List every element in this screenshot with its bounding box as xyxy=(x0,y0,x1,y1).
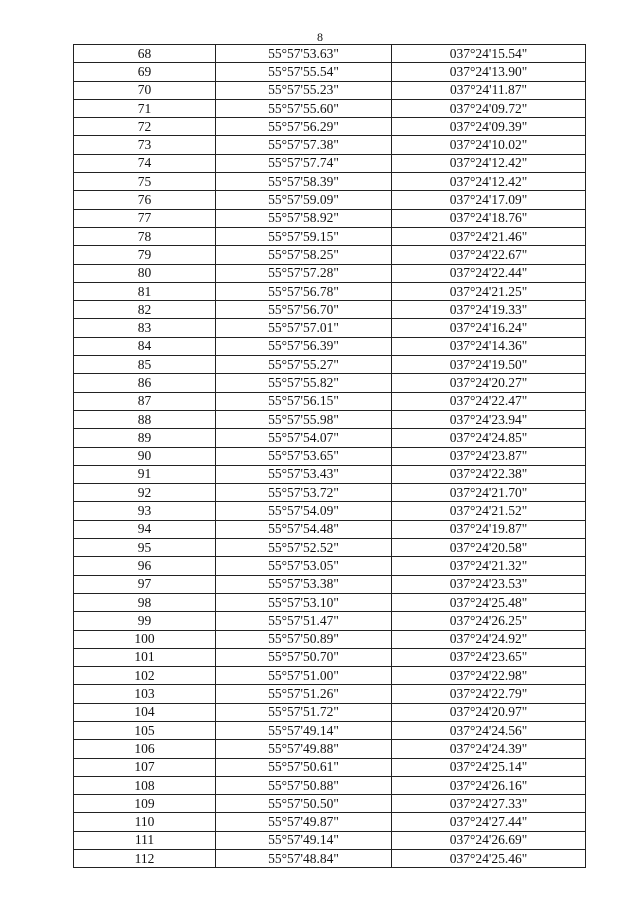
table-row xyxy=(74,465,586,483)
latitude-cell: 55°57'56.29" xyxy=(216,118,392,136)
table-row xyxy=(74,520,586,538)
table-row xyxy=(74,410,586,428)
table-row xyxy=(74,484,586,502)
latitude-cell: 55°57'53.05" xyxy=(216,557,392,575)
longitude-cell: 037°24'20.27" xyxy=(392,374,586,392)
latitude-cell: 55°57'50.61" xyxy=(216,758,392,776)
table-row xyxy=(74,81,586,99)
longitude-cell: 037°24'22.98" xyxy=(392,667,586,685)
latitude-cell: 55°57'51.00" xyxy=(216,667,392,685)
page-number: 8 xyxy=(317,30,323,44)
latitude-cell: 55°57'48.84" xyxy=(216,850,392,868)
longitude-cell: 037°24'27.33" xyxy=(392,795,586,813)
longitude-cell: 037°24'23.94" xyxy=(392,410,586,428)
longitude-cell: 037°24'23.65" xyxy=(392,648,586,666)
latitude-cell: 55°57'55.27" xyxy=(216,356,392,374)
table-row xyxy=(74,45,586,63)
latitude-cell: 55°57'56.39" xyxy=(216,337,392,355)
point-number-cell: 73 xyxy=(74,136,216,154)
latitude-cell: 55°57'53.63" xyxy=(216,45,392,63)
table-row xyxy=(74,447,586,465)
table-row xyxy=(74,209,586,227)
longitude-cell: 037°24'24.85" xyxy=(392,429,586,447)
point-number-cell: 112 xyxy=(74,850,216,868)
longitude-cell: 037°24'22.47" xyxy=(392,392,586,410)
longitude-cell: 037°24'21.70" xyxy=(392,484,586,502)
latitude-cell: 55°57'54.07" xyxy=(216,429,392,447)
table-row xyxy=(74,776,586,794)
point-number-cell: 84 xyxy=(74,337,216,355)
latitude-cell: 55°57'50.50" xyxy=(216,795,392,813)
point-number-cell: 104 xyxy=(74,703,216,721)
longitude-cell: 037°24'22.67" xyxy=(392,246,586,264)
table-row xyxy=(74,374,586,392)
longitude-cell: 037°24'25.14" xyxy=(392,758,586,776)
latitude-cell: 55°57'52.52" xyxy=(216,539,392,557)
point-number-cell: 96 xyxy=(74,557,216,575)
table-row xyxy=(74,703,586,721)
longitude-cell: 037°24'27.44" xyxy=(392,813,586,831)
table-row xyxy=(74,667,586,685)
longitude-cell: 037°24'09.39" xyxy=(392,118,586,136)
point-number-cell: 106 xyxy=(74,740,216,758)
longitude-cell: 037°24'23.87" xyxy=(392,447,586,465)
latitude-cell: 55°57'53.43" xyxy=(216,465,392,483)
point-number-cell: 98 xyxy=(74,593,216,611)
table-row xyxy=(74,630,586,648)
table-row xyxy=(74,227,586,245)
point-number-cell: 75 xyxy=(74,173,216,191)
longitude-cell: 037°24'24.92" xyxy=(392,630,586,648)
point-number-cell: 105 xyxy=(74,721,216,739)
table-row xyxy=(74,813,586,831)
table-row xyxy=(74,593,586,611)
table-row xyxy=(74,429,586,447)
point-number-cell: 77 xyxy=(74,209,216,227)
longitude-cell: 037°24'22.44" xyxy=(392,264,586,282)
coordinates-table xyxy=(73,44,586,868)
point-number-cell: 94 xyxy=(74,520,216,538)
point-number-cell: 89 xyxy=(74,429,216,447)
table-row xyxy=(74,99,586,117)
longitude-cell: 037°24'21.46" xyxy=(392,227,586,245)
latitude-cell: 55°57'56.78" xyxy=(216,282,392,300)
table-row xyxy=(74,831,586,849)
point-number-cell: 93 xyxy=(74,502,216,520)
point-number-cell: 74 xyxy=(74,154,216,172)
point-number-cell: 92 xyxy=(74,484,216,502)
table-row xyxy=(74,136,586,154)
latitude-cell: 55°57'49.87" xyxy=(216,813,392,831)
longitude-cell: 037°24'26.69" xyxy=(392,831,586,849)
longitude-cell: 037°24'24.56" xyxy=(392,721,586,739)
table-row xyxy=(74,282,586,300)
latitude-cell: 55°57'58.25" xyxy=(216,246,392,264)
point-number-cell: 76 xyxy=(74,191,216,209)
latitude-cell: 55°57'54.09" xyxy=(216,502,392,520)
point-number-cell: 87 xyxy=(74,392,216,410)
longitude-cell: 037°24'13.90" xyxy=(392,63,586,81)
longitude-cell: 037°24'23.53" xyxy=(392,575,586,593)
table-row xyxy=(74,740,586,758)
longitude-cell: 037°24'19.33" xyxy=(392,301,586,319)
table-row xyxy=(74,721,586,739)
latitude-cell: 55°57'51.72" xyxy=(216,703,392,721)
point-number-cell: 69 xyxy=(74,63,216,81)
longitude-cell: 037°24'24.39" xyxy=(392,740,586,758)
longitude-cell: 037°24'21.32" xyxy=(392,557,586,575)
latitude-cell: 55°57'58.92" xyxy=(216,209,392,227)
latitude-cell: 55°57'56.70" xyxy=(216,301,392,319)
point-number-cell: 71 xyxy=(74,99,216,117)
longitude-cell: 037°24'26.25" xyxy=(392,612,586,630)
table-row xyxy=(74,191,586,209)
longitude-cell: 037°24'12.42" xyxy=(392,173,586,191)
table-row xyxy=(74,118,586,136)
latitude-cell: 55°57'50.89" xyxy=(216,630,392,648)
latitude-cell: 55°57'58.39" xyxy=(216,173,392,191)
point-number-cell: 88 xyxy=(74,410,216,428)
longitude-cell: 037°24'15.54" xyxy=(392,45,586,63)
longitude-cell: 037°24'18.76" xyxy=(392,209,586,227)
latitude-cell: 55°57'53.10" xyxy=(216,593,392,611)
point-number-cell: 108 xyxy=(74,776,216,794)
point-number-cell: 95 xyxy=(74,539,216,557)
longitude-cell: 037°24'20.58" xyxy=(392,539,586,557)
latitude-cell: 55°57'53.65" xyxy=(216,447,392,465)
coordinates-table-body xyxy=(74,45,586,868)
point-number-cell: 72 xyxy=(74,118,216,136)
point-number-cell: 109 xyxy=(74,795,216,813)
point-number-cell: 101 xyxy=(74,648,216,666)
point-number-cell: 68 xyxy=(74,45,216,63)
table-row xyxy=(74,154,586,172)
point-number-cell: 110 xyxy=(74,813,216,831)
longitude-cell: 037°24'21.25" xyxy=(392,282,586,300)
latitude-cell: 55°57'59.09" xyxy=(216,191,392,209)
table-row xyxy=(74,685,586,703)
longitude-cell: 037°24'16.24" xyxy=(392,319,586,337)
latitude-cell: 55°57'53.38" xyxy=(216,575,392,593)
longitude-cell: 037°24'22.79" xyxy=(392,685,586,703)
longitude-cell: 037°24'12.42" xyxy=(392,154,586,172)
table-row xyxy=(74,173,586,191)
table-row xyxy=(74,502,586,520)
latitude-cell: 55°57'55.82" xyxy=(216,374,392,392)
table-row xyxy=(74,795,586,813)
latitude-cell: 55°57'50.70" xyxy=(216,648,392,666)
table-row xyxy=(74,612,586,630)
longitude-cell: 037°24'25.48" xyxy=(392,593,586,611)
table-row xyxy=(74,648,586,666)
latitude-cell: 55°57'49.14" xyxy=(216,721,392,739)
latitude-cell: 55°57'49.88" xyxy=(216,740,392,758)
point-number-cell: 107 xyxy=(74,758,216,776)
point-number-cell: 79 xyxy=(74,246,216,264)
longitude-cell: 037°24'09.72" xyxy=(392,99,586,117)
latitude-cell: 55°57'55.23" xyxy=(216,81,392,99)
longitude-cell: 037°24'17.09" xyxy=(392,191,586,209)
point-number-cell: 83 xyxy=(74,319,216,337)
table-row xyxy=(74,337,586,355)
table-row xyxy=(74,319,586,337)
table-row xyxy=(74,301,586,319)
point-number-cell: 78 xyxy=(74,227,216,245)
table-row xyxy=(74,392,586,410)
longitude-cell: 037°24'21.52" xyxy=(392,502,586,520)
latitude-cell: 55°57'57.38" xyxy=(216,136,392,154)
longitude-cell: 037°24'11.87" xyxy=(392,81,586,99)
table-row xyxy=(74,758,586,776)
table-row xyxy=(74,63,586,81)
longitude-cell: 037°24'19.87" xyxy=(392,520,586,538)
longitude-cell: 037°24'25.46" xyxy=(392,850,586,868)
table-row xyxy=(74,557,586,575)
latitude-cell: 55°57'55.54" xyxy=(216,63,392,81)
table-row xyxy=(74,356,586,374)
table-row xyxy=(74,575,586,593)
point-number-cell: 80 xyxy=(74,264,216,282)
table-row xyxy=(74,850,586,868)
longitude-cell: 037°24'14.36" xyxy=(392,337,586,355)
latitude-cell: 55°57'55.98" xyxy=(216,410,392,428)
latitude-cell: 55°57'54.48" xyxy=(216,520,392,538)
latitude-cell: 55°57'57.28" xyxy=(216,264,392,282)
point-number-cell: 103 xyxy=(74,685,216,703)
point-number-cell: 111 xyxy=(74,831,216,849)
latitude-cell: 55°57'51.47" xyxy=(216,612,392,630)
point-number-cell: 70 xyxy=(74,81,216,99)
point-number-cell: 90 xyxy=(74,447,216,465)
latitude-cell: 55°57'59.15" xyxy=(216,227,392,245)
latitude-cell: 55°57'55.60" xyxy=(216,99,392,117)
latitude-cell: 55°57'49.14" xyxy=(216,831,392,849)
table-row xyxy=(74,264,586,282)
longitude-cell: 037°24'26.16" xyxy=(392,776,586,794)
table-row xyxy=(74,246,586,264)
point-number-cell: 86 xyxy=(74,374,216,392)
longitude-cell: 037°24'10.02" xyxy=(392,136,586,154)
longitude-cell: 037°24'20.97" xyxy=(392,703,586,721)
point-number-cell: 91 xyxy=(74,465,216,483)
point-number-cell: 99 xyxy=(74,612,216,630)
latitude-cell: 55°57'53.72" xyxy=(216,484,392,502)
longitude-cell: 037°24'22.38" xyxy=(392,465,586,483)
longitude-cell: 037°24'19.50" xyxy=(392,356,586,374)
point-number-cell: 85 xyxy=(74,356,216,374)
latitude-cell: 55°57'51.26" xyxy=(216,685,392,703)
table-row xyxy=(74,539,586,557)
point-number-cell: 100 xyxy=(74,630,216,648)
latitude-cell: 55°57'57.74" xyxy=(216,154,392,172)
latitude-cell: 55°57'56.15" xyxy=(216,392,392,410)
point-number-cell: 82 xyxy=(74,301,216,319)
latitude-cell: 55°57'50.88" xyxy=(216,776,392,794)
point-number-cell: 81 xyxy=(74,282,216,300)
latitude-cell: 55°57'57.01" xyxy=(216,319,392,337)
point-number-cell: 97 xyxy=(74,575,216,593)
point-number-cell: 102 xyxy=(74,667,216,685)
